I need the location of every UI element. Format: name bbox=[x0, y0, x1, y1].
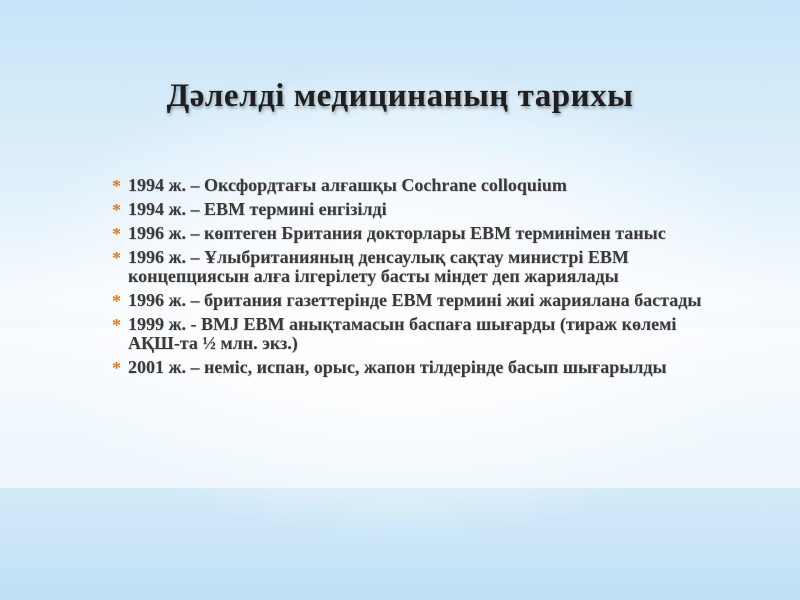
bullet-list bbox=[112, 176, 712, 382]
slide-title: Дәлелді медицинаның тарихы bbox=[166, 78, 634, 114]
bullet-text: 1996 ж. – Ұлыбританияның денсаулық сақтау министрі ЕВМ концепциясын алға ілгерілету басты міндет деп жариялады bbox=[128, 247, 629, 286]
bullet-text: 2001 ж. – неміс, испан, орыс, жапон тілдерінде басып шығарылды bbox=[128, 357, 667, 377]
asterisk-bullet-icon: * bbox=[112, 176, 121, 196]
bullet-item bbox=[112, 248, 712, 286]
bullet-text: 1996 ж. – британия газеттерінде ЕВМ термині жиі жариялана бастады bbox=[128, 290, 702, 310]
bullet-item bbox=[112, 315, 712, 353]
bullet-item bbox=[112, 291, 712, 310]
bullet-item bbox=[112, 358, 712, 377]
asterisk-bullet-icon: * bbox=[112, 291, 121, 311]
bullet-text: 1999 ж. - BMJ ЕВМ анықтамасын баспаға шығарды (тираж көлемі АҚШ-та ½ млн. экз.) bbox=[128, 314, 677, 353]
bullet-item bbox=[112, 200, 712, 219]
asterisk-bullet-icon: * bbox=[112, 200, 121, 220]
asterisk-bullet-icon: * bbox=[112, 248, 121, 268]
asterisk-bullet-icon: * bbox=[112, 224, 121, 244]
asterisk-bullet-icon: * bbox=[112, 358, 121, 378]
bullet-text: 1994 ж. – ЕВМ термині енгізілді bbox=[128, 199, 387, 219]
bullet-text: 1996 ж. – көптеген Британия докторлары ЕВМ терминімен таныс bbox=[128, 223, 666, 243]
bullet-text: 1994 ж. – Оксфордтағы алғашқы Cochrane colloquium bbox=[128, 175, 567, 195]
bullet-item bbox=[112, 224, 712, 243]
bullet-item bbox=[112, 176, 712, 195]
asterisk-bullet-icon: * bbox=[112, 315, 121, 335]
